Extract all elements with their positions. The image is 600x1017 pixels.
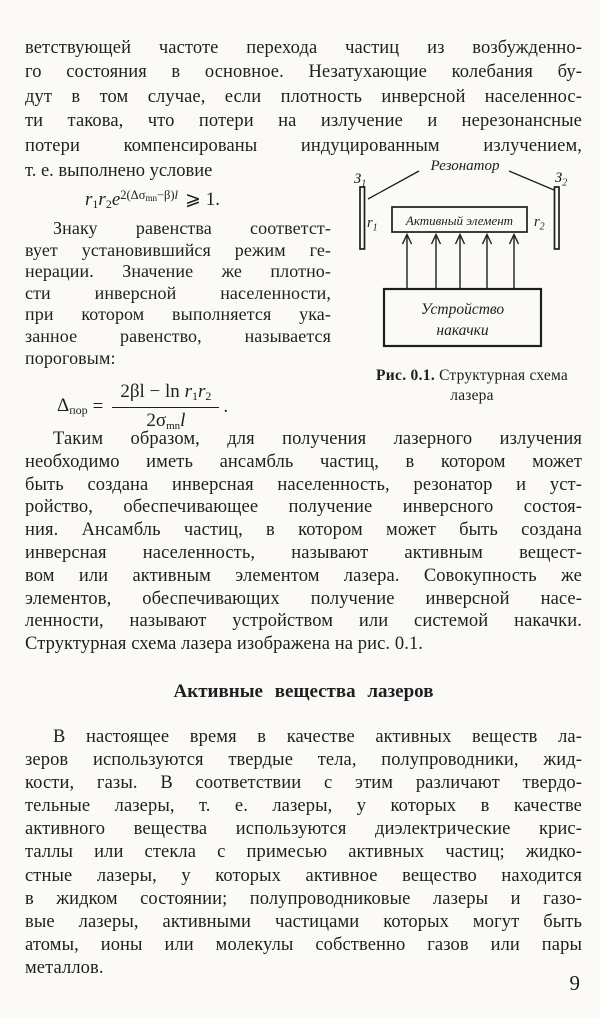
text-line: сти инверсной населенности,: [25, 282, 331, 303]
fraction-numerator: $2\beta l - \ln r_1r_2$: [112, 381, 219, 408]
resonator-leader-left: [368, 171, 419, 199]
text-line: Знаку равенства соответст-: [53, 218, 331, 238]
text-line: занное равенство, называется: [25, 325, 331, 346]
text-line: зеров используются твердые тела, полупроводники, жид-: [25, 750, 582, 771]
left-column: [25, 159, 331, 432]
figure-caption-text: Структурная схема: [439, 367, 568, 384]
intro-paragraph: [25, 36, 582, 158]
text-line: ветствующей частоте перехода частиц из возбужденно-: [25, 38, 582, 58]
figure-caption-number: Рис. 0.1.: [376, 367, 436, 384]
text-line: дут в том случае, если плотность инверсной населеннос-: [25, 86, 582, 107]
mirror-right: [555, 187, 560, 249]
reflectivity-left-label: $r_1$: [367, 215, 378, 234]
resonator-leader-right: [509, 171, 554, 190]
text-line: пороговым:: [25, 347, 116, 368]
text-line: стные лазеры, у которых активное вещество находится: [25, 865, 582, 886]
text-line: тельные лазеры, т. е. лазеры, у которых в качестве: [25, 796, 582, 817]
text-line: ройство, обеспечивающее получение инверсного состоя-: [25, 497, 582, 518]
threshold-paragraph: [25, 218, 331, 369]
equals-sign: =: [92, 395, 104, 417]
text-line: Структурная схема лазера изображена на рис. 0.1.: [25, 634, 424, 655]
formula-variable: e: [111, 189, 121, 210]
text-line: быть создана инверсная населенность, резонатор и уст-: [25, 474, 582, 495]
text-line: потери компенсированы индуцированным излучением,: [25, 135, 582, 156]
laser-structure-diagram: [344, 147, 600, 360]
text-line: В настоящее время в качестве активных веществ ла-: [53, 727, 582, 747]
formula-subscript: 2: [105, 197, 112, 211]
text-line: таллы или стекла с примесью активных частиц; жидко-: [25, 842, 582, 863]
formula-subscript: 1: [92, 197, 99, 211]
mirror-left-label: $З_1$: [354, 171, 367, 190]
resonator-label: Резонатор: [430, 158, 500, 174]
fraction-denominator: $2\sigma_{mn}l$: [146, 410, 186, 433]
text-line: вом или активным элементом лазера. Совокупность же: [25, 565, 582, 586]
text-line: при котором выполняется ука-: [25, 304, 331, 325]
text-line: элементов, обеспечивающих получение инверсной насе-: [25, 588, 582, 609]
text-line: в жидком состоянии; полупроводниковые лазеры и газо-: [25, 888, 582, 909]
text-line: го состояния в основное. Незатухающие колебания бу-: [25, 62, 582, 83]
formula-exponent: 2(Δσmn−β)l: [120, 188, 179, 203]
active-element-label: Активный элемент: [405, 213, 514, 228]
formula-variable: r: [85, 189, 93, 210]
text-line: атомы, ионы или молекулы собственно газов или пары: [25, 934, 582, 955]
formula-lhs: $\Delta_{пор}$: [57, 395, 88, 418]
pump-arrows: [403, 235, 519, 290]
mirror-right-label: $З_2$: [555, 170, 568, 189]
text-line: ния. Ансамбль частиц, в котором может быть создана: [25, 520, 582, 541]
mirror-left: [360, 187, 365, 249]
formula-variable: r: [98, 189, 106, 210]
text-line: ленности, называют устройством или системой накачки.: [25, 611, 582, 632]
formula-subscript: пор: [69, 403, 88, 418]
section-heading: Активные вещества лазеров: [173, 681, 434, 702]
text-line: необходимо иметь ансамбль частиц, в котором может: [25, 451, 582, 472]
reflectivity-right-label: $r_2$: [534, 214, 545, 233]
condition-line: т. е. выполнено условие: [25, 161, 213, 181]
formula-subscript: mn: [145, 193, 157, 203]
text-line: кости, газы. В соответствии с этим различают твердо-: [25, 773, 582, 794]
text-line: металлов.: [25, 957, 104, 978]
text-line: нерации. Значение же плотно-: [25, 261, 331, 282]
page-number: 9: [569, 971, 580, 995]
text-line: инверсная населенность, называют активным вещест-: [25, 542, 582, 563]
threshold-condition-formula: [85, 188, 331, 212]
text-line: активного вещества используются диэлектрические крис-: [25, 819, 582, 840]
text-line: вует установившийся режим ге-: [25, 239, 331, 260]
active-substances-paragraph: [25, 726, 582, 980]
figure-0-1: [344, 147, 600, 405]
relation-sign: ⩾ 1.: [185, 189, 220, 210]
pump-device-label-line2: накачки: [436, 322, 489, 339]
formula-period: .: [223, 395, 229, 417]
figure-caption: [344, 366, 600, 405]
text-line: Таким образом, для получения лазерного излучения: [53, 429, 582, 449]
text-line: вые лазеры, активными частицами которых могут быть: [25, 911, 582, 932]
threshold-density-formula: [57, 381, 331, 432]
fraction: [112, 381, 219, 432]
text-line: ти такова, что потери на излучение и нерезонансные: [25, 111, 582, 132]
pump-device-label-line1: Устройство: [420, 301, 505, 318]
main-paragraph: [25, 428, 582, 656]
figure-caption-text-line2: лазера: [450, 386, 494, 404]
